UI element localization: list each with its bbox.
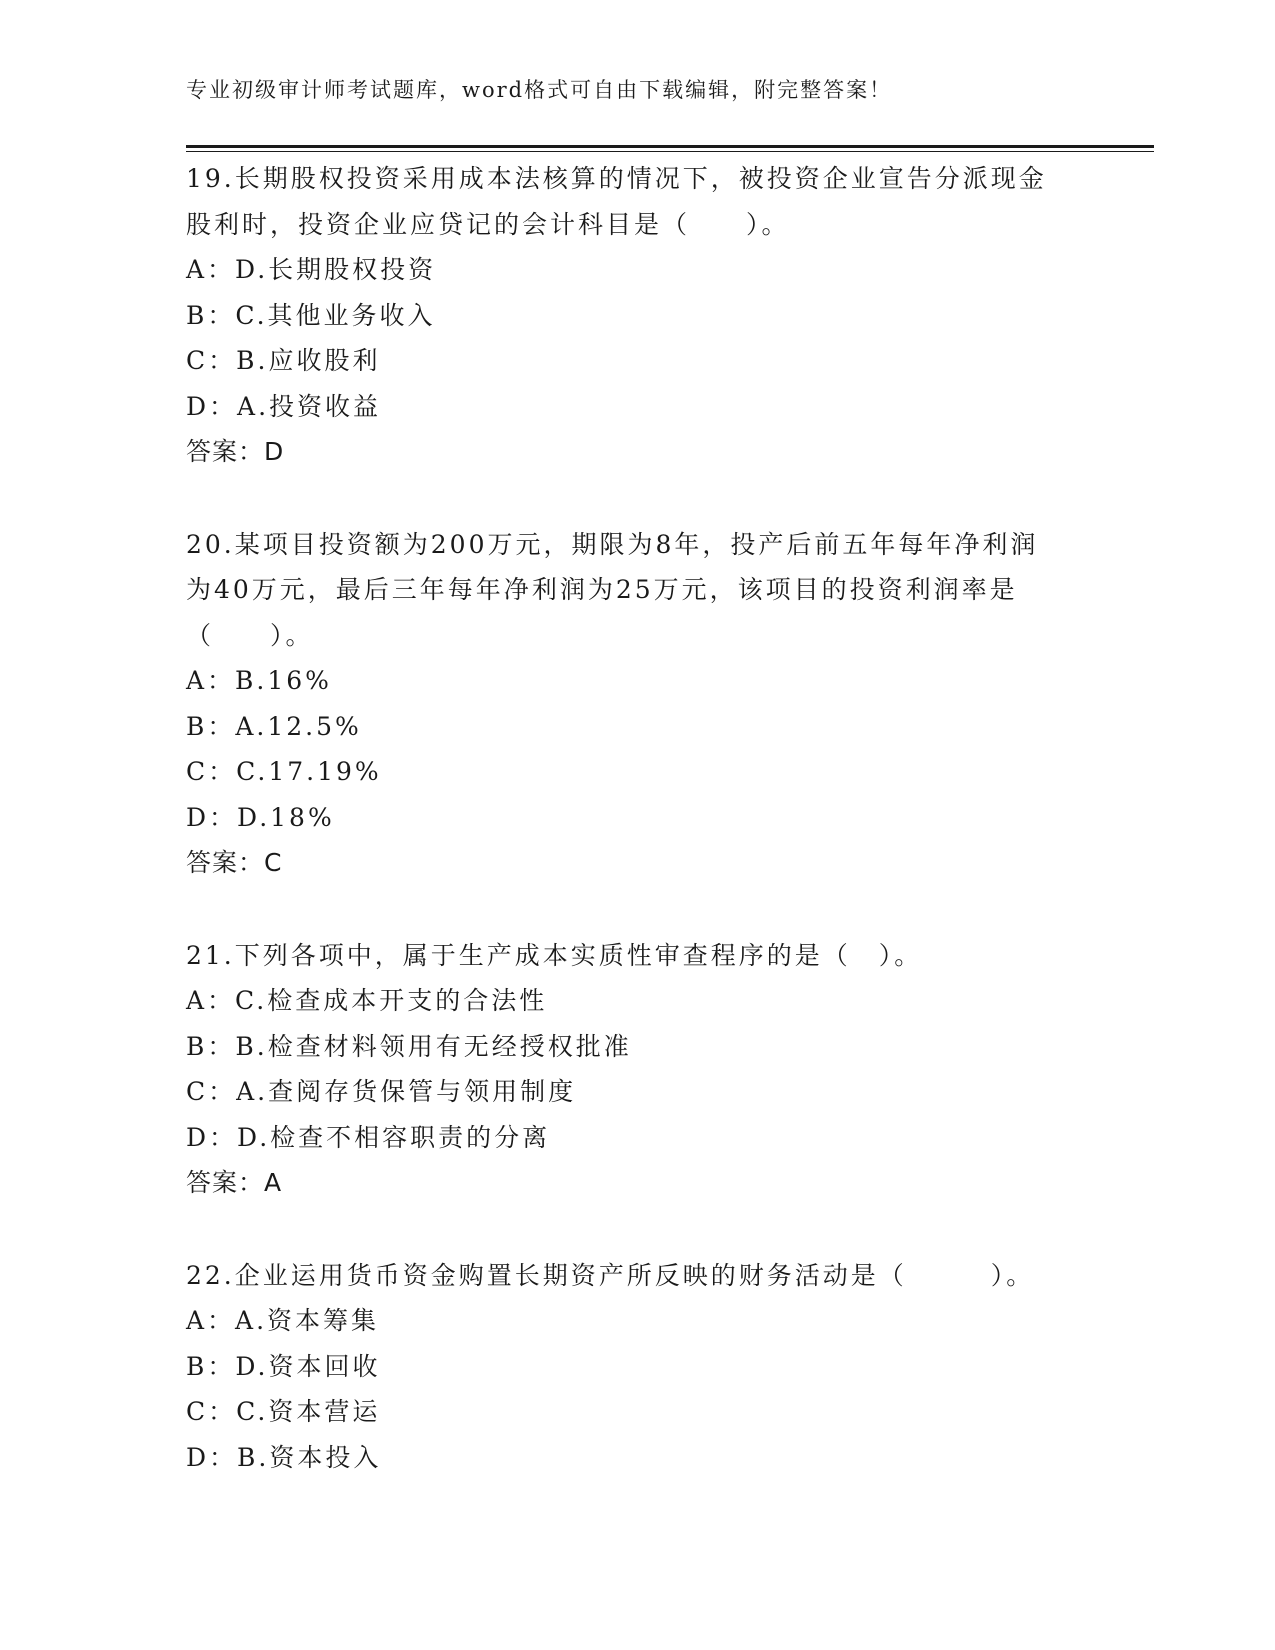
option-d: D：D.检查不相容职责的分离 <box>186 1122 551 1152</box>
question-stem: 股利时，投资企业应贷记的会计科目是（ ）。 <box>186 209 790 239</box>
question-stem: 22.企业运用货币资金购置长期资产所反映的财务活动是（ ）。 <box>186 1260 1035 1290</box>
question-stem: 为40万元，最后三年每年净利润为25万元，该项目的投资利润率是 <box>186 575 1018 604</box>
option-c: C：C.资本营运 <box>186 1397 381 1426</box>
question-20 <box>186 522 1086 886</box>
question-stem: （ ）。 <box>186 620 314 650</box>
option-d: D：A.投资收益 <box>186 391 382 421</box>
option-c: C：C.17.19% <box>186 757 382 786</box>
option-a: A：D.长期股权投资 <box>186 255 437 284</box>
option-a: A：C.检查成本开支的合法性 <box>186 986 548 1015</box>
question-list <box>186 156 1086 1527</box>
option-d: D：D.18% <box>186 802 335 832</box>
question-stem: 21.下列各项中，属于生产成本实质性审查程序的是（ ）。 <box>186 940 923 970</box>
option-b: B：C.其他业务收入 <box>186 300 436 330</box>
answer: 答案：A <box>186 1168 283 1197</box>
option-a: A：A.资本筹集 <box>186 1306 380 1335</box>
question-22 <box>186 1253 1086 1481</box>
option-d: D：B.资本投入 <box>186 1442 382 1472</box>
question-stem: 19.长期股权投资采用成本法核算的情况下，被投资企业宣告分派现金 <box>186 164 1047 193</box>
option-a: A：B.16% <box>186 666 332 695</box>
option-c: C：B.应收股利 <box>186 346 381 375</box>
page-header: 专业初级审计师考试题库，word格式可自由下载编辑，附完整答案！ <box>186 78 893 102</box>
header-rule-thick <box>186 145 1154 148</box>
option-b: B：D.资本回收 <box>186 1351 381 1381</box>
option-c: C：A.查阅存货保管与领用制度 <box>186 1077 577 1106</box>
question-stem: 20.某项目投资额为200万元，期限为8年，投产后前五年每年净利润 <box>186 529 1039 559</box>
question-19 <box>186 156 1086 475</box>
answer: 答案：C <box>186 848 283 877</box>
question-21 <box>186 933 1086 1206</box>
header-rule-thin <box>186 151 1154 152</box>
answer: 答案：D <box>186 437 285 466</box>
option-b: B：A.12.5% <box>186 711 362 741</box>
option-b: B：B.检查材料领用有无经授权批准 <box>186 1031 632 1061</box>
